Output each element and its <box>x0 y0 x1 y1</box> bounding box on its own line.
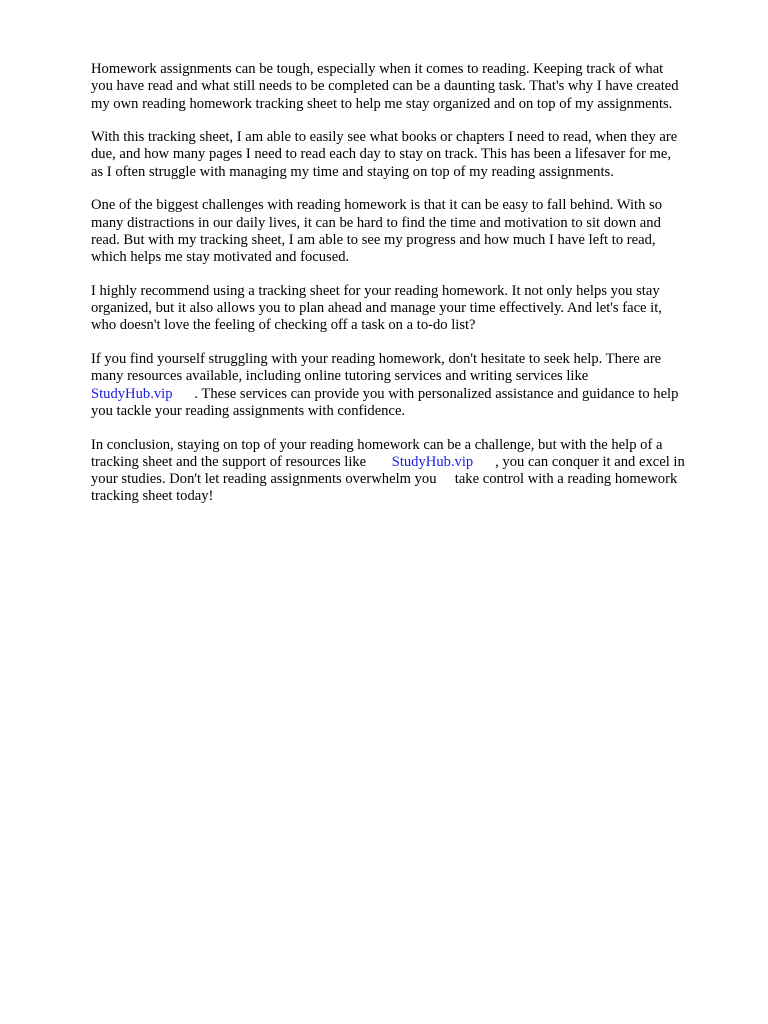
text-segment: , you can conquer it and excel in <box>473 453 685 470</box>
text-line: read. But with my tracking sheet, I am able to see my progress and how much I have left to read, <box>91 231 656 248</box>
text-line: as I often struggle with managing my time and staying on top of my reading assignments. <box>91 163 614 180</box>
text-line: my own reading homework tracking sheet to help me stay organized and on top of my assignments. <box>91 95 673 112</box>
text-line: One of the biggest challenges with reading homework is that it can be easy to fall behind. With so <box>91 197 662 214</box>
text-line: tracking sheet today! <box>91 488 214 505</box>
text-line: With this tracking sheet, I am able to easily see what books or chapters I need to read, when they are <box>91 129 678 146</box>
text-line: your studies. Don't let reading assignments overwhelm you take control with a reading homework <box>91 471 678 488</box>
text-segment: tracking sheet and the support of resources like <box>91 453 392 470</box>
document-body <box>91 61 723 522</box>
text-line: which helps me stay motivated and focused. <box>91 249 350 266</box>
studyhub-link[interactable]: StudyHub.vip <box>391 453 474 470</box>
text-line: due, and how many pages I need to read each day to stay on track. This has been a lifesaver for me, <box>91 146 672 163</box>
text-line-with-link <box>91 454 723 471</box>
paragraph-tracking-sheet <box>91 129 723 181</box>
text-line: organized, but it also allows you to plan ahead and manage your time effectively. And let's face it, <box>91 300 662 317</box>
paragraph-challenges <box>91 197 723 266</box>
text-line: you tackle your reading assignments with confidence. <box>91 402 406 419</box>
text-segment: . These services can provide you with personalized assistance and guidance to help <box>172 385 679 402</box>
studyhub-link[interactable]: StudyHub.vip <box>91 385 173 402</box>
text-line: In conclusion, staying on top of your reading homework can be a challenge, but with the help of a <box>91 436 663 453</box>
text-line: I highly recommend using a tracking sheet for your reading homework. It not only helps you stay <box>91 282 660 299</box>
text-line: you have read and what still needs to be completed can be a daunting task. That's why I have created <box>91 78 679 95</box>
paragraph-recommendation <box>91 283 723 335</box>
text-line-with-link <box>91 386 723 403</box>
paragraph-conclusion <box>91 437 723 506</box>
text-line: many resources available, including online tutoring services and writing services like <box>91 368 589 385</box>
text-line: Homework assignments can be tough, especially when it comes to reading. Keeping track of what <box>91 61 664 77</box>
text-line: who doesn't love the feeling of checking off a task on a to-do list? <box>91 317 476 334</box>
paragraph-seek-help <box>91 351 723 420</box>
text-line: If you find yourself struggling with your reading homework, don't hesitate to seek help. There are <box>91 351 662 368</box>
paragraph-intro <box>91 61 723 113</box>
text-line: many distractions in our daily lives, it can be hard to find the time and motivation to sit down and <box>91 214 661 231</box>
